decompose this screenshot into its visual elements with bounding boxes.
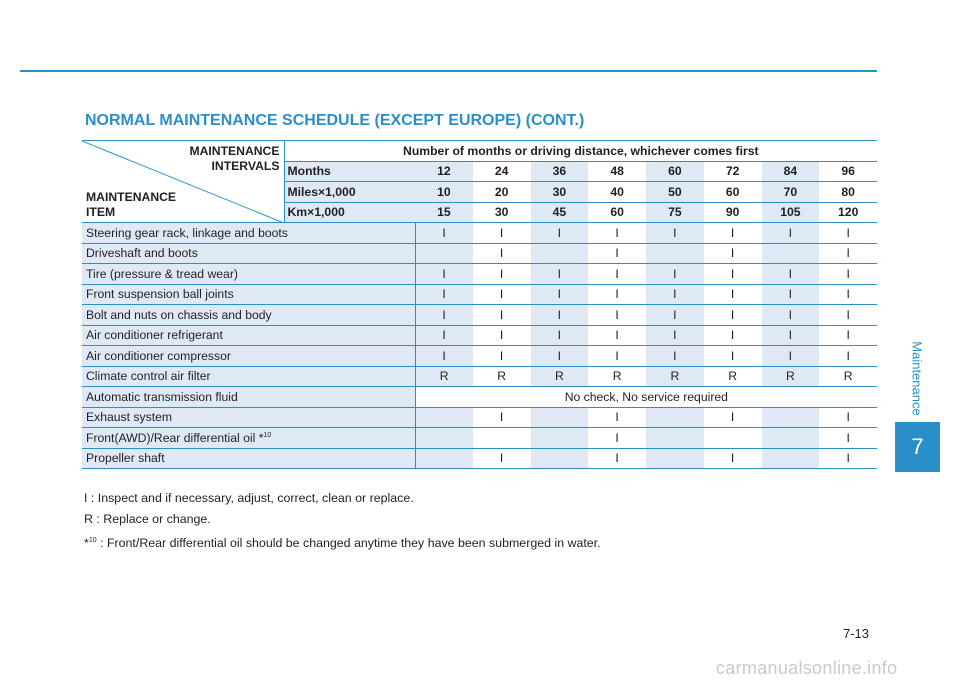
- table-header-row: [82, 141, 877, 162]
- interval-cell: R: [762, 366, 820, 387]
- maintenance-table-wrap: [82, 140, 877, 469]
- interval-cell: [704, 428, 762, 449]
- maintenance-item: [82, 448, 415, 469]
- interval-cell: I: [415, 346, 473, 367]
- interval-cell: I: [646, 264, 704, 285]
- interval-cell: I: [646, 284, 704, 305]
- interval-cell: I: [646, 325, 704, 346]
- table-corner-cell: [82, 141, 284, 223]
- interval-cell: I: [819, 346, 877, 367]
- interval-cell: I: [762, 305, 820, 326]
- maintenance-item-text: Air conditioner compressor: [86, 348, 231, 363]
- table-row: [82, 428, 877, 449]
- maintenance-item: [82, 264, 415, 285]
- table-row: [82, 305, 877, 326]
- interval-value: 48: [588, 161, 646, 182]
- interval-cell: R: [646, 366, 704, 387]
- table-row: [82, 448, 877, 469]
- maintenance-schedule-table: [82, 140, 877, 469]
- note-asterisk: *: [84, 536, 89, 551]
- section-title: NORMAL MAINTENANCE SCHEDULE (EXCEPT EUROPE) (CONT.): [85, 112, 585, 129]
- interval-cell: I: [473, 264, 531, 285]
- interval-cell: I: [762, 284, 820, 305]
- interval-value: 84: [762, 161, 820, 182]
- maintenance-item: [82, 284, 415, 305]
- interval-cell: [531, 407, 589, 428]
- interval-cell: I: [704, 325, 762, 346]
- interval-value: 70: [762, 182, 820, 203]
- interval-value: 20: [473, 182, 531, 203]
- interval-value: 30: [473, 202, 531, 223]
- interval-cell: I: [819, 428, 877, 449]
- table-row: [82, 407, 877, 428]
- interval-cell: I: [588, 346, 646, 367]
- interval-value: 80: [819, 182, 877, 203]
- interval-cell: [415, 407, 473, 428]
- interval-cell: I: [531, 305, 589, 326]
- interval-cell: I: [473, 223, 531, 244]
- maintenance-item-text: Exhaust system: [86, 410, 173, 425]
- maintenance-item-superscript: 10: [263, 431, 272, 439]
- interval-cell: I: [473, 325, 531, 346]
- interval-cell: I: [819, 264, 877, 285]
- interval-value: 96: [819, 161, 877, 182]
- interval-cell: I: [588, 264, 646, 285]
- interval-cell: I: [819, 305, 877, 326]
- table-row: [82, 284, 877, 305]
- table-row: [82, 264, 877, 285]
- interval-cell: R: [531, 366, 589, 387]
- interval-cell: I: [588, 407, 646, 428]
- interval-cell: I: [819, 448, 877, 469]
- interval-cell: [415, 448, 473, 469]
- interval-cell: I: [704, 305, 762, 326]
- interval-cell: R: [588, 366, 646, 387]
- interval-cell: I: [819, 284, 877, 305]
- interval-value: 105: [762, 202, 820, 223]
- note-replace: R : Replace or change.: [84, 512, 211, 526]
- interval-cell: R: [704, 366, 762, 387]
- interval-value: 10: [415, 182, 473, 203]
- interval-cell: I: [415, 223, 473, 244]
- interval-cell: [473, 428, 531, 449]
- interval-cell: I: [473, 284, 531, 305]
- merged-interval-cell: No check, No service required: [415, 387, 877, 408]
- interval-cell: I: [646, 223, 704, 244]
- table-row: [82, 325, 877, 346]
- interval-cell: R: [415, 366, 473, 387]
- interval-unit-label: Months: [284, 161, 415, 182]
- note-differential-text: : Front/Rear differential oil should be changed anytime they have been submerged in water.: [96, 536, 601, 551]
- interval-cell: I: [762, 223, 820, 244]
- maintenance-item-text: Tire (pressure & tread wear): [86, 266, 238, 281]
- maintenance-item-text: Climate control air filter: [86, 369, 211, 384]
- interval-cell: I: [819, 407, 877, 428]
- interval-cell: I: [819, 243, 877, 264]
- interval-cell: I: [473, 305, 531, 326]
- interval-cell: I: [588, 448, 646, 469]
- interval-cell: I: [415, 284, 473, 305]
- interval-value: 60: [704, 182, 762, 203]
- note-inspect: I : Inspect and if necessary, adjust, correct, clean or replace.: [84, 491, 414, 505]
- interval-cell: I: [531, 264, 589, 285]
- interval-cell: I: [762, 346, 820, 367]
- interval-cell: [415, 428, 473, 449]
- maintenance-item: [82, 305, 415, 326]
- table-row: [82, 243, 877, 264]
- chapter-number-box: 7: [895, 422, 940, 472]
- interval-cell: I: [415, 305, 473, 326]
- note-differential: [84, 530, 601, 554]
- interval-cell: I: [762, 325, 820, 346]
- table-row: [82, 346, 877, 367]
- interval-cell: I: [588, 243, 646, 264]
- interval-cell: [646, 448, 704, 469]
- interval-cell: I: [819, 223, 877, 244]
- maintenance-item-text: Front suspension ball joints: [86, 287, 234, 302]
- interval-cell: I: [588, 305, 646, 326]
- interval-value: 24: [473, 161, 531, 182]
- interval-cell: I: [646, 346, 704, 367]
- interval-value: 40: [588, 182, 646, 203]
- top-rule: [20, 70, 877, 72]
- side-tab-label-text: Maintenance: [910, 340, 926, 416]
- maintenance-item-text: Driveshaft and boots: [86, 246, 198, 261]
- interval-cell: [531, 428, 589, 449]
- note-superscript: 10: [88, 537, 97, 544]
- interval-cell: [646, 407, 704, 428]
- interval-value: 75: [646, 202, 704, 223]
- maintenance-item: [82, 243, 415, 264]
- maintenance-item-text: Propeller shaft: [86, 451, 165, 466]
- side-tab-label: [895, 334, 940, 422]
- interval-cell: I: [531, 223, 589, 244]
- interval-cell: I: [473, 407, 531, 428]
- maintenance-item-text: Front(AWD)/Rear differential oil *: [86, 430, 264, 445]
- interval-cell: [531, 243, 589, 264]
- interval-cell: I: [415, 264, 473, 285]
- interval-value: 15: [415, 202, 473, 223]
- interval-cell: I: [531, 325, 589, 346]
- maintenance-item: [82, 428, 415, 449]
- corner-item-label: MAINTENANCE ITEM: [86, 190, 177, 219]
- interval-cell: I: [415, 325, 473, 346]
- maintenance-item: [82, 387, 415, 408]
- maintenance-item: [82, 346, 415, 367]
- interval-cell: I: [473, 243, 531, 264]
- interval-cell: I: [473, 448, 531, 469]
- interval-cell: [415, 243, 473, 264]
- interval-cell: I: [588, 428, 646, 449]
- interval-cell: I: [473, 346, 531, 367]
- interval-cell: I: [819, 325, 877, 346]
- interval-cell: I: [704, 284, 762, 305]
- corner-intervals-label: MAINTENANCE INTERVALS: [189, 144, 280, 173]
- interval-cell: I: [646, 305, 704, 326]
- table-row: [82, 223, 877, 244]
- interval-cell: I: [704, 346, 762, 367]
- interval-value: 90: [704, 202, 762, 223]
- interval-cell: [762, 407, 820, 428]
- interval-span-header: Number of months or driving distance, whichever comes first: [284, 141, 877, 162]
- interval-value: 36: [531, 161, 589, 182]
- interval-unit-label: Miles×1,000: [284, 182, 415, 203]
- maintenance-item: [82, 366, 415, 387]
- interval-cell: [531, 448, 589, 469]
- interval-cell: I: [588, 223, 646, 244]
- interval-cell: I: [531, 346, 589, 367]
- interval-cell: I: [588, 284, 646, 305]
- table-row: [82, 387, 877, 408]
- interval-cell: I: [531, 284, 589, 305]
- interval-cell: R: [819, 366, 877, 387]
- interval-cell: [762, 428, 820, 449]
- maintenance-item-text: Bolt and nuts on chassis and body: [86, 307, 272, 322]
- interval-cell: I: [762, 264, 820, 285]
- interval-value: 60: [588, 202, 646, 223]
- interval-value: 45: [531, 202, 589, 223]
- interval-cell: [762, 243, 820, 264]
- maintenance-item-text: Automatic transmission fluid: [86, 389, 238, 404]
- interval-cell: I: [704, 448, 762, 469]
- table-row: [82, 366, 877, 387]
- interval-cell: R: [473, 366, 531, 387]
- legend-notes: [84, 488, 601, 554]
- interval-unit-label: Km×1,000: [284, 202, 415, 223]
- interval-cell: I: [588, 325, 646, 346]
- interval-cell: I: [704, 407, 762, 428]
- interval-cell: I: [704, 264, 762, 285]
- interval-value: 120: [819, 202, 877, 223]
- interval-value: 12: [415, 161, 473, 182]
- maintenance-item-text: Steering gear rack, linkage and boots: [86, 225, 288, 240]
- interval-cell: I: [704, 223, 762, 244]
- watermark: carmanualsonline.info: [716, 658, 898, 678]
- interval-cell: [646, 243, 704, 264]
- interval-value: 60: [646, 161, 704, 182]
- maintenance-item: [82, 325, 415, 346]
- interval-cell: [646, 428, 704, 449]
- interval-value: 30: [531, 182, 589, 203]
- page-number: 7-13: [843, 626, 870, 641]
- interval-value: 72: [704, 161, 762, 182]
- interval-cell: I: [704, 243, 762, 264]
- interval-value: 50: [646, 182, 704, 203]
- maintenance-item-text: Air conditioner refrigerant: [86, 328, 223, 343]
- maintenance-item: [82, 407, 415, 428]
- maintenance-item: [82, 223, 415, 244]
- interval-cell: [762, 448, 820, 469]
